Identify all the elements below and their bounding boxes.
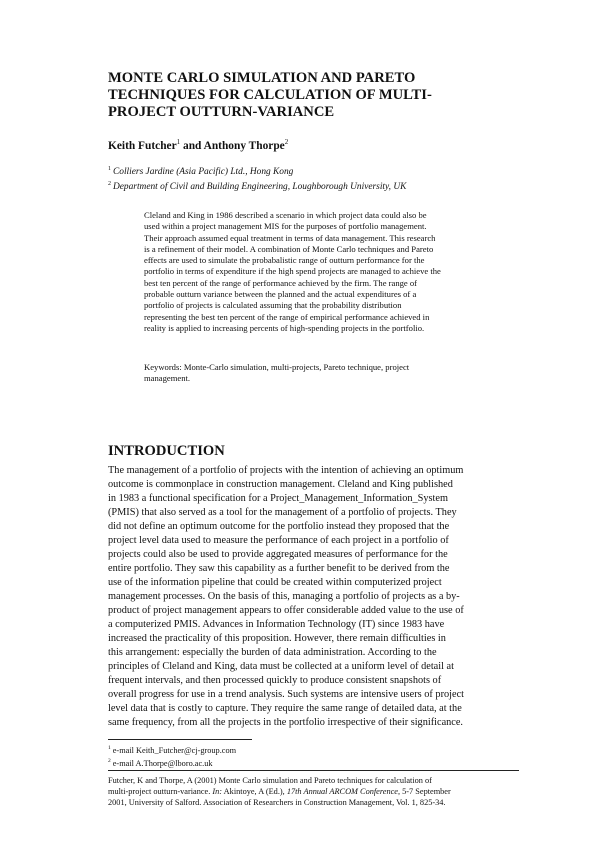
abstract [144, 210, 494, 334]
abstract-line: representing the best ten percent of the range of empirical performance achieved in [144, 311, 430, 322]
author-name: Anthony Thorpe [203, 140, 285, 152]
citation-in: In: [212, 787, 223, 796]
affiliations [108, 163, 406, 193]
abstract-line: probable outturn variance between the planned and the actual expenditures of a [144, 289, 417, 300]
author-line [108, 138, 288, 152]
footnote-text: e-mail Keith_Futcher@cj-group.com [112, 746, 237, 755]
body-text [108, 464, 518, 730]
title-line: TECHNIQUES FOR CALCULATION OF MULTI- [108, 87, 432, 103]
affiliation-text: Colliers Jardine (Asia Pacific) Ltd., Hong Kong [113, 167, 294, 177]
affiliation-text: Department of Civil and Building Engineering, Loughborough University, UK [113, 182, 407, 192]
body-line: this arrangement: especially the burden of data administration. According to the [108, 647, 437, 658]
abstract-line: portfolio of projects is calculated assuming that the probability distribution [144, 300, 402, 311]
body-line: level data that is costly to capture. They require the same range of detailed data, at the [108, 703, 462, 714]
citation-divider [108, 770, 519, 771]
title-line: PROJECT OUTTURN-VARIANCE [108, 104, 335, 120]
author-footnote-mark: 1 [176, 138, 181, 146]
footnote-mark: 2 [108, 758, 111, 764]
abstract-line: best ten percent of the range of performance achieved by the firm. The range of [144, 277, 418, 288]
abstract-line: effects are used to simulate the probabalistic range of outturn performance for the [144, 255, 425, 266]
footnote [108, 743, 236, 756]
body-line: outcome is commonplace in construction management. Cleland and King published [108, 479, 453, 490]
citation-line: Futcher, K and Thorpe, A (2001) Monte Carlo simulation and Pareto techniques for calculation of [108, 776, 432, 785]
keywords-line: Keywords: Monte-Carlo simulation, multi-projects, Pareto technique, project [144, 362, 410, 372]
abstract-line: portfolio in terms of expenditure if the high spend projects are managed to achieve the [144, 266, 441, 277]
body-line: entire portfolio. They saw this capability as a further benefit to be derived from the [108, 563, 450, 574]
body-line: management processes. On the basis of this, managing a portfolio of projects as a by- [108, 591, 460, 602]
body-line: same frequency, from all the projects in the portfolio irrespective of their significance. [108, 717, 464, 728]
body-line: product of project management appears to offer considerable added value to the use of [108, 605, 464, 616]
section-heading: INTRODUCTION [108, 443, 225, 459]
citation-conference: 17th Annual ARCOM Conference [286, 787, 398, 796]
body-line: a computerized PMIS. Advances in Information Technology (IT) since 1983 have [108, 619, 445, 630]
footnote [108, 756, 236, 769]
abstract-line: used within a project management MIS for the purposes of portfolio management. [144, 221, 427, 232]
footnote-divider [108, 739, 252, 740]
citation-text: , 5-7 September [397, 787, 451, 796]
abstract-line: Their approach assumed equal treatment in terms of data management. This research [144, 232, 436, 243]
keywords-line: management. [144, 373, 191, 384]
body-line: project level data used to measure the performance of each project in a portfolio of [108, 535, 449, 546]
body-line: overall progress for use in a trend analysis. Such systems are intensive users of project [108, 689, 465, 700]
affiliation [108, 163, 406, 178]
affiliation-mark: 1 [108, 166, 111, 172]
body-line: frequent intervals, and then processed quickly to produce consistent snapshots of [108, 675, 442, 686]
body-line: projects could also be used to provide aggregated measures of performance for the [108, 549, 448, 560]
body-line: in 1983 a functional specification for a Project_Management_Information_System [108, 493, 448, 504]
author-footnote-mark: 2 [284, 138, 289, 146]
citation [108, 775, 520, 808]
paper-title [108, 70, 528, 121]
keywords [144, 362, 494, 385]
abstract-line: reality is applied to increasing percents of high-spending projects in the portfolio. [144, 322, 425, 333]
abstract-line: is a refinement of their model. A combination of Monte Carlo techniques and Pareto [144, 243, 434, 254]
citation-text: multi-project outturn-variance. [108, 787, 213, 796]
body-line: principles of Cleland and King, data must be collected at a uniform level of detail at [108, 661, 454, 672]
body-line: increased the practicality of this proposition. However, there remain difficulties in [108, 633, 446, 644]
body-line: The management of a portfolio of projects with the intention of achieving an optimum [108, 465, 464, 476]
affiliation-mark: 2 [108, 181, 111, 187]
footnotes [108, 743, 236, 769]
body-line: (PMIS) that also served as a tool for the management of a portfolio of projects. They [108, 507, 457, 518]
footnote-text: e-mail A.Thorpe@lboro.ac.uk [112, 759, 213, 768]
citation-line: 2001, University of Salford. Association of Researchers in Construction Management, Vol. 1, 825-34. [108, 798, 446, 807]
body-line: use of the information pipeline that could be created within computerized project [108, 577, 442, 588]
affiliation [108, 178, 406, 193]
citation-line [108, 786, 520, 797]
title-line: MONTE CARLO SIMULATION AND PARETO [108, 70, 416, 86]
body-line: did not define an optimum outcome for the portfolio instead they proposed that the [108, 521, 450, 532]
footnote-mark: 1 [108, 745, 111, 751]
author-name: Keith Futcher [108, 140, 177, 152]
abstract-line: Cleland and King in 1986 described a scenario in which project data could also be [144, 210, 427, 220]
author-conjunction: and [180, 140, 204, 152]
citation-text: Akintoye, A (Ed.), [222, 787, 287, 796]
